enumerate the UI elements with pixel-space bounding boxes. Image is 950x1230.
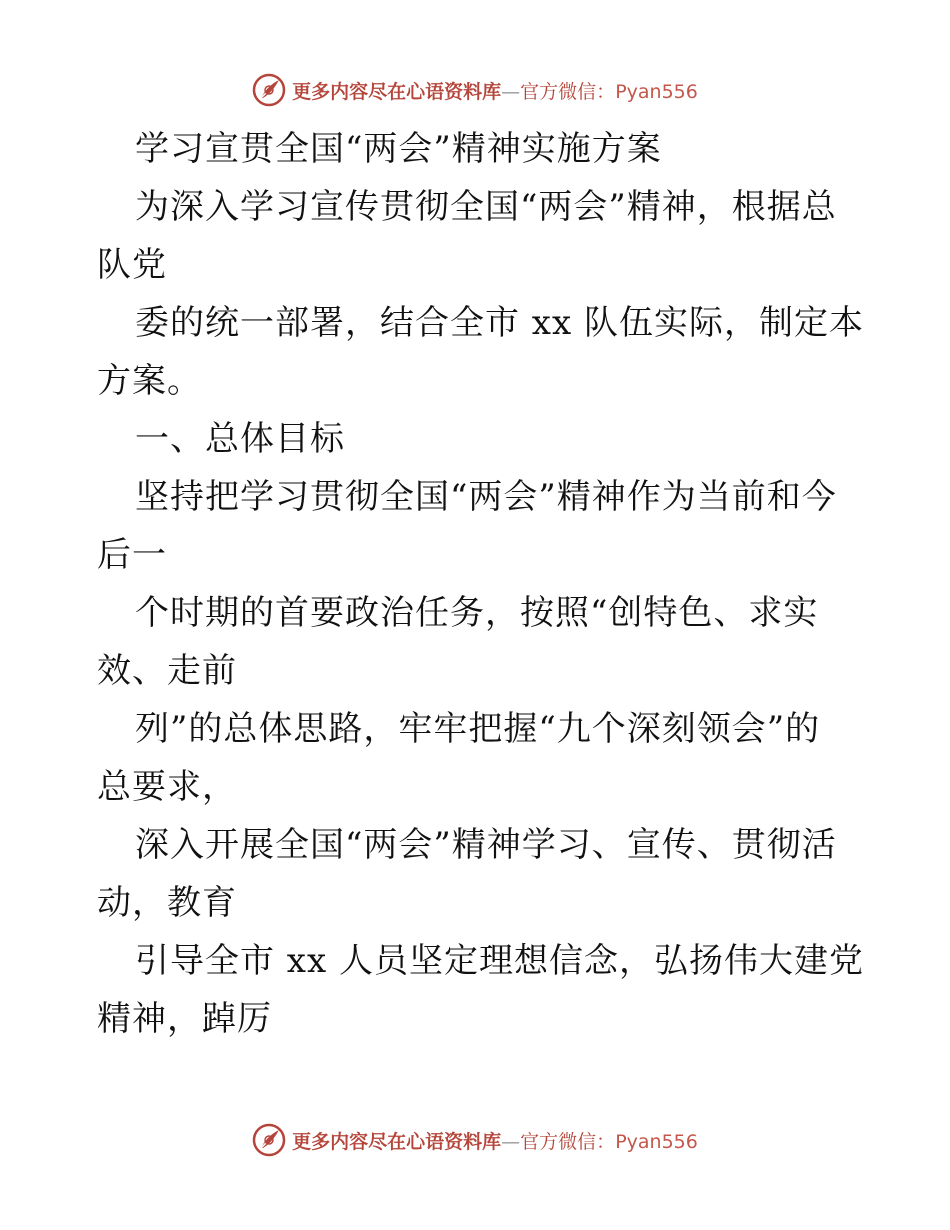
banner-separator: — <box>501 80 521 103</box>
document-line: 效、走前 <box>97 651 237 691</box>
document-line: 列”的总体思路，牢牢把握“九个深刻领会”的 <box>135 709 821 749</box>
red-quill-emblem-icon <box>252 73 286 107</box>
banner-separator: — <box>501 1130 521 1153</box>
document-line: 深入开展全国“两会”精神学习、宣传、贯彻活 <box>135 825 837 865</box>
banner-handle: Pyan556 <box>615 1130 698 1153</box>
document-line: 委的统一部署，结合全市 xx 队伍实际，制定本 <box>135 303 864 343</box>
document-line: 总要求， <box>97 767 237 807</box>
banner-suffix-text: 官方微信： <box>520 80 616 103</box>
document-line: 一、总体目标 <box>135 419 345 459</box>
red-quill-emblem-icon <box>252 1123 286 1157</box>
header-banner-content <box>252 73 698 107</box>
header-banner-text <box>292 77 698 104</box>
document-line: 队党 <box>97 245 167 285</box>
document-line: 方案。 <box>97 361 202 401</box>
banner-lead-text: 更多内容尽在心语资料库 <box>292 1130 502 1153</box>
header-banner <box>0 70 950 110</box>
document-line: 学习宣贯全国“两会”精神实施方案 <box>135 129 662 169</box>
document-line: 动，教育 <box>97 883 237 923</box>
footer-banner-content <box>252 1123 698 1157</box>
banner-suffix-text: 官方微信： <box>520 1130 616 1153</box>
footer-banner <box>0 1120 950 1160</box>
document-line: 为深入学习宣传贯彻全国“两会”精神，根据总 <box>135 187 837 227</box>
document-line: 个时期的首要政治任务，按照“创特色、求实 <box>135 593 819 633</box>
document-line: 坚持把学习贯彻全国“两会”精神作为当前和今 <box>135 477 837 517</box>
footer-banner-text <box>292 1127 698 1154</box>
document-line: 后一 <box>97 535 167 575</box>
banner-lead-text: 更多内容尽在心语资料库 <box>292 80 502 103</box>
document-line: 精神，踔厉 <box>97 999 272 1039</box>
document-line: 引导全市 xx 人员坚定理想信念，弘扬伟大建党 <box>135 941 864 981</box>
banner-handle: Pyan556 <box>615 80 698 103</box>
document-body <box>97 120 864 1048</box>
